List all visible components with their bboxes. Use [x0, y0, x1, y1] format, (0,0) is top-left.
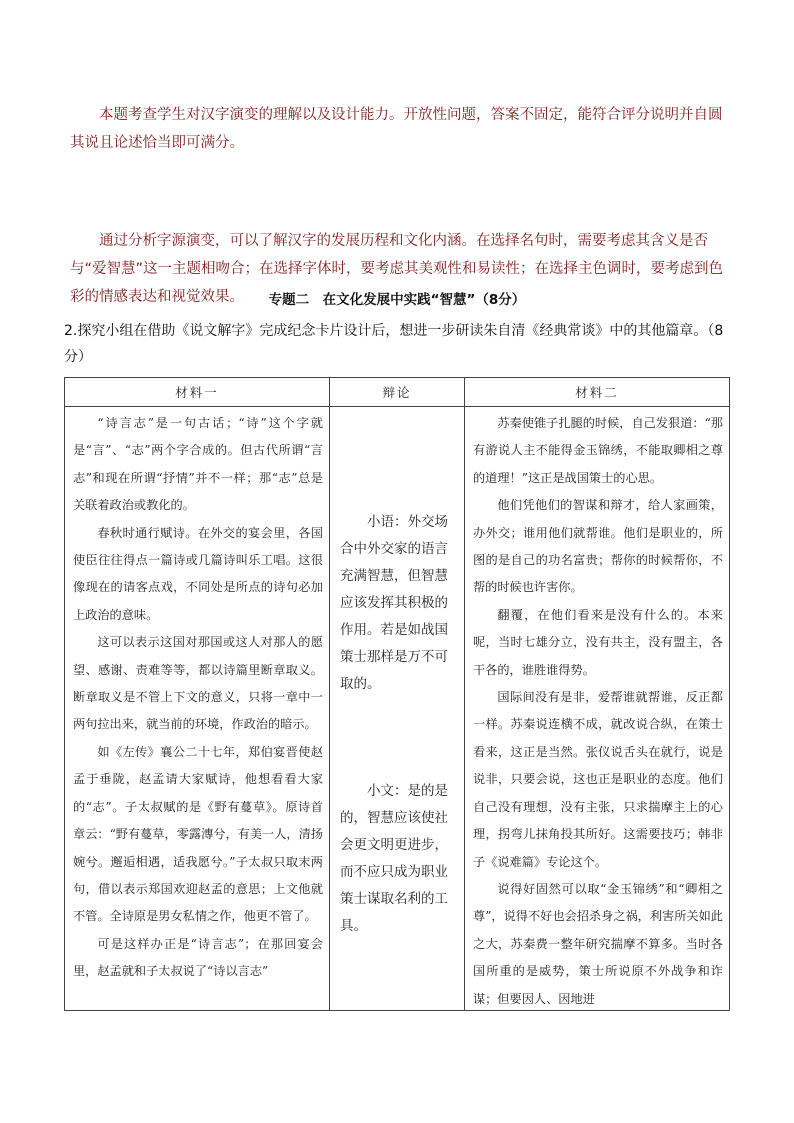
debate-xiaoyu: 小语：外交场合中外交家的语言充满智慧，但智慧应该发挥其积极的作用。若是如战国策士那样是万不可取的。 [340, 514, 448, 692]
question-text: 2.探究小组在借助《说文解字》完成纪念卡片设计后，想进一步研读朱自清《经典常谈》中的其他篇章。（8分） [64, 323, 724, 365]
material-1-paragraph: 春秋时通行赋诗。在外交的宴会里，各国使臣往往得点一篇诗或几篇诗叫乐工唱。这很像现在的请客点戏，不同处是所点的诗句必加上政治的意味。 [73, 525, 323, 622]
material-2-paragraph: 他们凭他们的智谋和辩才，给人家画策，办外交；谁用他们就帮谁。他们是职业的，所图的是自己的功名富贵；帮你的时候帮你，不帮的时候也许害你。 [473, 498, 723, 595]
header-material-2: 材料二 [465, 378, 730, 407]
header-debate: 辩论 [330, 378, 465, 407]
material-1-cell [65, 407, 330, 1011]
material-2-paragraph: 翻覆，在他们看来是没有什么的。本来呢，当时七雄分立，没有共主，没有盟主，各干各的，谁胜谁得势。 [473, 607, 723, 677]
debate-xiaowen: 小文：是的是的，智慧应该使社会更文明更进步，而不应只成为职业策士谋取名利的工具。 [340, 783, 448, 934]
table-header-row [65, 378, 730, 407]
material-2-paragraph: 说得好固然可以取“金玉锦绣”和“卿相之尊”，说得不好也会招杀身之祸，利害所关如此之大，苏秦费一整年研究揣摩不算多。当时各国所重的是威势，策士所说原不外战争和诈谋；但要因人、因地进 [473, 881, 723, 1006]
explanation-paragraph-2: 通过分析字源演变，可以了解汉字的发展历程和文化内涵。在选择名句时，需要考虑其含义是否与“爱智慧”这一主题相吻合；在选择字体时，要考虑其美观性和易读性；在选择主色调时，要考虑到色彩的情感表达和视觉效果。 [70, 233, 724, 305]
table-body-row [65, 407, 730, 1011]
material-1-paragraph: 如《左传》襄公二十七年，郑伯宴晋使赵孟于垂陇，赵孟请大家赋诗，他想看看大家的“志”。子太叔赋的是《野有蔓草》。原诗首章云：“野有蔓草，零露漙兮，有美一人，清扬婉兮。邂逅相遇，适我愿兮。”子太叔只取末两句，借以表示郑国欢迎赵孟的意思；上文他就不管。全诗原是男女私情之作，他更不管了。 [73, 744, 323, 924]
material-2-paragraph: 国际间没有是非，爱帮谁就帮谁，反正都一样。苏秦说连横不成，就改说合纵，在策士看来，这正是当然。张仪说舌头在就行，说是说非，只要会说，这也正是职业的态度。他们自己没有理想，没有主张，只求揣摩主上的心理，拐弯儿抹角投其所好。这需要技巧；韩非子《说难篇》专论这个。 [473, 690, 723, 869]
debate-cell [330, 407, 465, 1011]
materials-table [64, 377, 730, 1011]
header-material-1: 材料一 [65, 378, 330, 407]
section-heading: 专题二 在文化发展中实践“智慧”（8分） [268, 292, 526, 308]
material-1-paragraph: 可是这样办正是“诗言志”；在那回宴会里，赵孟就和子太叔说了“诗以言志” [73, 936, 323, 979]
material-1-paragraph: 这可以表示这国对那国或这人对那人的愿望、感谢、责难等等，都以诗篇里断章取义。断章取义是不管上下文的意义，只将一章中一两句拉出来，就当前的环境，作政治的暗示。 [73, 635, 323, 732]
explanation-paragraph-1: 本题考查学生对汉字演变的理解以及设计能力。开放性问题，答案不固定，能符合评分说明并自圆其说且论述恰当即可满分。 [70, 107, 723, 151]
material-1-paragraph: “诗言志”是一句古话；“诗”这个字就是“言”、“志”两个字合成的。但古代所谓“言志”和现在所谓“抒情”并不一样；那“志”总是关联着政治或教化的。 [73, 416, 323, 513]
material-2-paragraph: 苏秦使锥子扎腿的时候，自己发狠道：“那有游说人主不能得金玉锦绣，不能取卿相之尊的道理！”这正是战国策士的心思。 [473, 416, 723, 485]
material-2-cell [465, 407, 730, 1011]
